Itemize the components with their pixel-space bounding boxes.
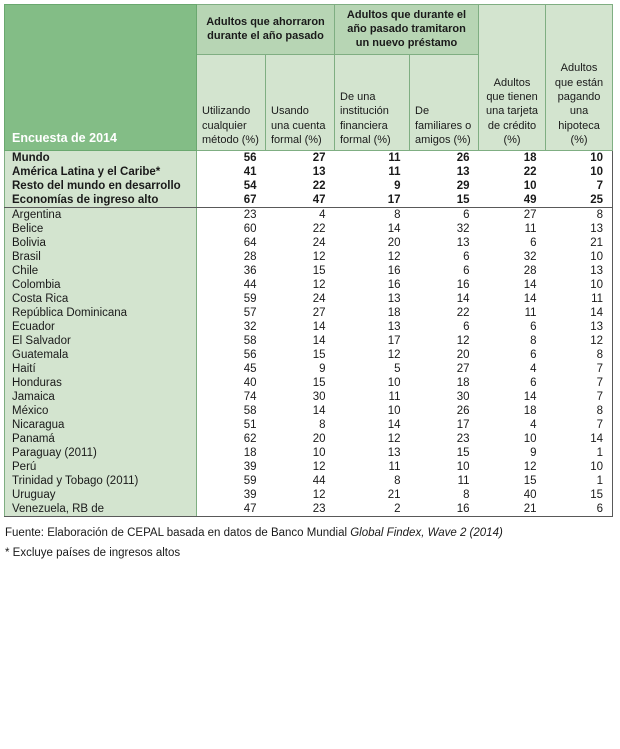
- cell-value: 13: [335, 292, 410, 306]
- cell-value: 21: [479, 502, 546, 517]
- cell-value: 23: [410, 432, 479, 446]
- cell-value: 1: [546, 474, 613, 488]
- cell-value: 10: [546, 250, 613, 264]
- cell-value: 8: [410, 488, 479, 502]
- row-label: Paraguay (2011): [5, 446, 197, 460]
- cell-value: 5: [335, 362, 410, 376]
- row-label: Ecuador: [5, 320, 197, 334]
- cell-value: 27: [266, 151, 335, 166]
- cell-value: 10: [479, 432, 546, 446]
- cell-value: 22: [266, 222, 335, 236]
- cell-value: 12: [335, 348, 410, 362]
- cell-value: 18: [197, 446, 266, 460]
- table-row: [5, 179, 613, 193]
- table-row: [5, 278, 613, 292]
- cell-value: 22: [410, 306, 479, 320]
- cell-value: 22: [479, 165, 546, 179]
- cell-value: 27: [266, 306, 335, 320]
- cell-value: 18: [479, 404, 546, 418]
- cell-value: 9: [266, 362, 335, 376]
- cell-value: 17: [335, 193, 410, 208]
- cell-value: 15: [266, 348, 335, 362]
- table-row: [5, 264, 613, 278]
- cell-value: 4: [479, 418, 546, 432]
- source-note: [5, 523, 620, 543]
- cell-value: 47: [197, 502, 266, 517]
- cell-value: 41: [197, 165, 266, 179]
- cell-value: 36: [197, 264, 266, 278]
- cell-value: 11: [479, 222, 546, 236]
- row-label: Trinidad y Tobago (2011): [5, 474, 197, 488]
- cell-value: 6: [479, 320, 546, 334]
- cell-value: 14: [410, 292, 479, 306]
- row-label: Brasil: [5, 250, 197, 264]
- cell-value: 56: [197, 151, 266, 166]
- cell-value: 10: [410, 460, 479, 474]
- cell-value: 11: [479, 306, 546, 320]
- cell-value: 21: [335, 488, 410, 502]
- cell-value: 8: [546, 348, 613, 362]
- table-row: [5, 390, 613, 404]
- table-row: [5, 292, 613, 306]
- cell-value: 7: [546, 179, 613, 193]
- corner-survey-label: Encuesta de 2014: [5, 5, 197, 151]
- table-row: [5, 474, 613, 488]
- cell-value: 26: [410, 404, 479, 418]
- cell-value: 39: [197, 488, 266, 502]
- cell-value: 11: [335, 165, 410, 179]
- cell-value: 6: [479, 236, 546, 250]
- table-row: [5, 446, 613, 460]
- cell-value: 74: [197, 390, 266, 404]
- cell-value: 32: [410, 222, 479, 236]
- cell-value: 30: [410, 390, 479, 404]
- cell-value: 16: [335, 264, 410, 278]
- cell-value: 20: [410, 348, 479, 362]
- cell-value: 14: [546, 306, 613, 320]
- cell-value: 13: [546, 264, 613, 278]
- row-label: Belice: [5, 222, 197, 236]
- cell-value: 18: [335, 306, 410, 320]
- cell-value: 11: [335, 151, 410, 166]
- cell-value: 10: [335, 376, 410, 390]
- table-row: [5, 165, 613, 179]
- cell-value: 62: [197, 432, 266, 446]
- cell-value: 64: [197, 236, 266, 250]
- cell-value: 30: [266, 390, 335, 404]
- cell-value: 49: [479, 193, 546, 208]
- column-header-any-method: Utilizando cualquier método (%): [197, 55, 266, 151]
- column-header-formal-institution: De una institución financiera formal (%): [335, 55, 410, 151]
- row-label: Nicaragua: [5, 418, 197, 432]
- cell-value: 8: [335, 474, 410, 488]
- cell-value: 8: [266, 418, 335, 432]
- cell-value: 6: [546, 502, 613, 517]
- cell-value: 23: [266, 502, 335, 517]
- cell-value: 21: [546, 236, 613, 250]
- cell-value: 23: [197, 208, 266, 223]
- row-label: Jamaica: [5, 390, 197, 404]
- row-label: Costa Rica: [5, 292, 197, 306]
- table-row: [5, 222, 613, 236]
- cell-value: 15: [479, 474, 546, 488]
- table-header: [5, 5, 613, 151]
- cell-value: 60: [197, 222, 266, 236]
- cell-value: 7: [546, 390, 613, 404]
- cell-value: 24: [266, 236, 335, 250]
- cell-value: 11: [410, 474, 479, 488]
- table-row: [5, 432, 613, 446]
- row-label: Panamá: [5, 432, 197, 446]
- row-label: México: [5, 404, 197, 418]
- cell-value: 59: [197, 292, 266, 306]
- cell-value: 47: [266, 193, 335, 208]
- cell-value: 25: [546, 193, 613, 208]
- cell-value: 13: [410, 236, 479, 250]
- cell-value: 13: [546, 320, 613, 334]
- cell-value: 15: [546, 488, 613, 502]
- cell-value: 6: [479, 348, 546, 362]
- table-notes: [5, 523, 620, 563]
- cell-value: 11: [335, 460, 410, 474]
- row-label: Resto del mundo en desarrollo: [5, 179, 197, 193]
- cell-value: 54: [197, 179, 266, 193]
- cell-value: 12: [266, 250, 335, 264]
- table-row: [5, 334, 613, 348]
- table-row: [5, 193, 613, 208]
- cell-value: 8: [479, 334, 546, 348]
- cell-value: 15: [266, 376, 335, 390]
- cell-value: 58: [197, 404, 266, 418]
- cell-value: 13: [546, 222, 613, 236]
- row-label: El Salvador: [5, 334, 197, 348]
- row-label: Guatemala: [5, 348, 197, 362]
- cell-value: 15: [266, 264, 335, 278]
- cell-value: 8: [335, 208, 410, 223]
- cell-value: 14: [479, 292, 546, 306]
- cell-value: 18: [410, 376, 479, 390]
- column-header-family-friends: De familiares o amigos (%): [410, 55, 479, 151]
- cell-value: 39: [197, 460, 266, 474]
- row-label: Chile: [5, 264, 197, 278]
- row-label: Mundo: [5, 151, 197, 166]
- footnote: * Excluye países de ingresos altos: [5, 547, 181, 560]
- cell-value: 14: [266, 404, 335, 418]
- cell-value: 57: [197, 306, 266, 320]
- cell-value: 9: [479, 446, 546, 460]
- cell-value: 10: [479, 179, 546, 193]
- cell-value: 32: [197, 320, 266, 334]
- cell-value: 10: [335, 404, 410, 418]
- cell-value: 27: [479, 208, 546, 223]
- table-row: [5, 208, 613, 223]
- cell-value: 40: [197, 376, 266, 390]
- cell-value: 14: [479, 278, 546, 292]
- cell-value: 12: [546, 334, 613, 348]
- cell-value: 16: [410, 502, 479, 517]
- cell-value: 20: [335, 236, 410, 250]
- cell-value: 12: [335, 432, 410, 446]
- cell-value: 1: [546, 446, 613, 460]
- cell-value: 12: [410, 334, 479, 348]
- cell-value: 59: [197, 474, 266, 488]
- row-label: Colombia: [5, 278, 197, 292]
- cell-value: 12: [266, 460, 335, 474]
- cell-value: 6: [410, 208, 479, 223]
- table-row: [5, 460, 613, 474]
- row-label: Uruguay: [5, 488, 197, 502]
- row-label: Haití: [5, 362, 197, 376]
- cell-value: 15: [410, 193, 479, 208]
- row-label: Bolivia: [5, 236, 197, 250]
- cell-value: 13: [266, 165, 335, 179]
- cell-value: 15: [410, 446, 479, 460]
- cell-value: 10: [546, 460, 613, 474]
- cell-value: 9: [335, 179, 410, 193]
- cell-value: 4: [479, 362, 546, 376]
- cell-value: 7: [546, 362, 613, 376]
- cell-value: 13: [335, 320, 410, 334]
- cell-value: 14: [335, 418, 410, 432]
- table-row: [5, 320, 613, 334]
- cell-value: 12: [479, 460, 546, 474]
- cell-value: 6: [479, 376, 546, 390]
- findex-table: [4, 4, 613, 517]
- cell-value: 14: [479, 390, 546, 404]
- cell-value: 8: [546, 404, 613, 418]
- cell-value: 6: [410, 320, 479, 334]
- cell-value: 6: [410, 264, 479, 278]
- cell-value: 11: [335, 390, 410, 404]
- table-row: [5, 418, 613, 432]
- cell-value: 44: [197, 278, 266, 292]
- column-header-credit-card: Adultos que tienen una tarjeta de crédito (%): [479, 5, 546, 151]
- cell-value: 28: [479, 264, 546, 278]
- table-body: [5, 151, 613, 517]
- cell-value: 2: [335, 502, 410, 517]
- column-header-mortgage: Adultos que están pagando una hipoteca (%): [546, 5, 613, 151]
- cell-value: 40: [479, 488, 546, 502]
- table-row: [5, 250, 613, 264]
- cell-value: 20: [266, 432, 335, 446]
- row-label: Venezuela, RB de: [5, 502, 197, 517]
- cell-value: 17: [335, 334, 410, 348]
- cell-value: 45: [197, 362, 266, 376]
- cell-value: 10: [546, 278, 613, 292]
- table-row: [5, 488, 613, 502]
- cell-value: 56: [197, 348, 266, 362]
- cell-value: 28: [197, 250, 266, 264]
- cell-value: 17: [410, 418, 479, 432]
- cell-value: 13: [335, 446, 410, 460]
- cell-value: 10: [546, 151, 613, 166]
- cell-value: 11: [546, 292, 613, 306]
- group-header-savings: Adultos que ahorraron durante el año pasado: [197, 5, 335, 55]
- cell-value: 18: [479, 151, 546, 166]
- cell-value: 58: [197, 334, 266, 348]
- cell-value: 7: [546, 418, 613, 432]
- group-header-loans: Adultos que durante el año pasado tramitaron un nuevo préstamo: [335, 5, 479, 55]
- cell-value: 13: [410, 165, 479, 179]
- cell-value: 14: [266, 320, 335, 334]
- cell-value: 67: [197, 193, 266, 208]
- cell-value: 27: [410, 362, 479, 376]
- row-label: Perú: [5, 460, 197, 474]
- cell-value: 4: [266, 208, 335, 223]
- cell-value: 24: [266, 292, 335, 306]
- cell-value: 7: [546, 376, 613, 390]
- source-note-prefix: Fuente: Elaboración de CEPAL basada en datos de Banco Mundial: [5, 527, 351, 540]
- cell-value: 6: [410, 250, 479, 264]
- cell-value: 8: [546, 208, 613, 223]
- cell-value: 16: [410, 278, 479, 292]
- table-row: [5, 362, 613, 376]
- cell-value: 14: [266, 334, 335, 348]
- cell-value: 29: [410, 179, 479, 193]
- cell-value: 44: [266, 474, 335, 488]
- row-label: Economías de ingreso alto: [5, 193, 197, 208]
- cell-value: 10: [266, 446, 335, 460]
- cell-value: 16: [335, 278, 410, 292]
- cell-value: 12: [266, 278, 335, 292]
- cell-value: 14: [546, 432, 613, 446]
- cell-value: 51: [197, 418, 266, 432]
- cell-value: 12: [335, 250, 410, 264]
- cell-value: 14: [335, 222, 410, 236]
- table-row: [5, 306, 613, 320]
- row-label: América Latina y el Caribe*: [5, 165, 197, 179]
- row-label: Argentina: [5, 208, 197, 223]
- cell-value: 10: [546, 165, 613, 179]
- row-label: Honduras: [5, 376, 197, 390]
- column-header-formal-account: Usando una cuenta formal (%): [266, 55, 335, 151]
- cell-value: 12: [266, 488, 335, 502]
- spreadsheet-sheet: [0, 4, 620, 749]
- header-row-groups: [5, 5, 613, 55]
- table-row: [5, 348, 613, 362]
- table-row: [5, 502, 613, 517]
- table-row: [5, 151, 613, 166]
- source-note-reference: Global Findex, Wave 2 (2014): [350, 527, 503, 540]
- table-row: [5, 404, 613, 418]
- table-row: [5, 376, 613, 390]
- cell-value: 26: [410, 151, 479, 166]
- cell-value: 22: [266, 179, 335, 193]
- row-label: República Dominicana: [5, 306, 197, 320]
- cell-value: 32: [479, 250, 546, 264]
- table-row: [5, 236, 613, 250]
